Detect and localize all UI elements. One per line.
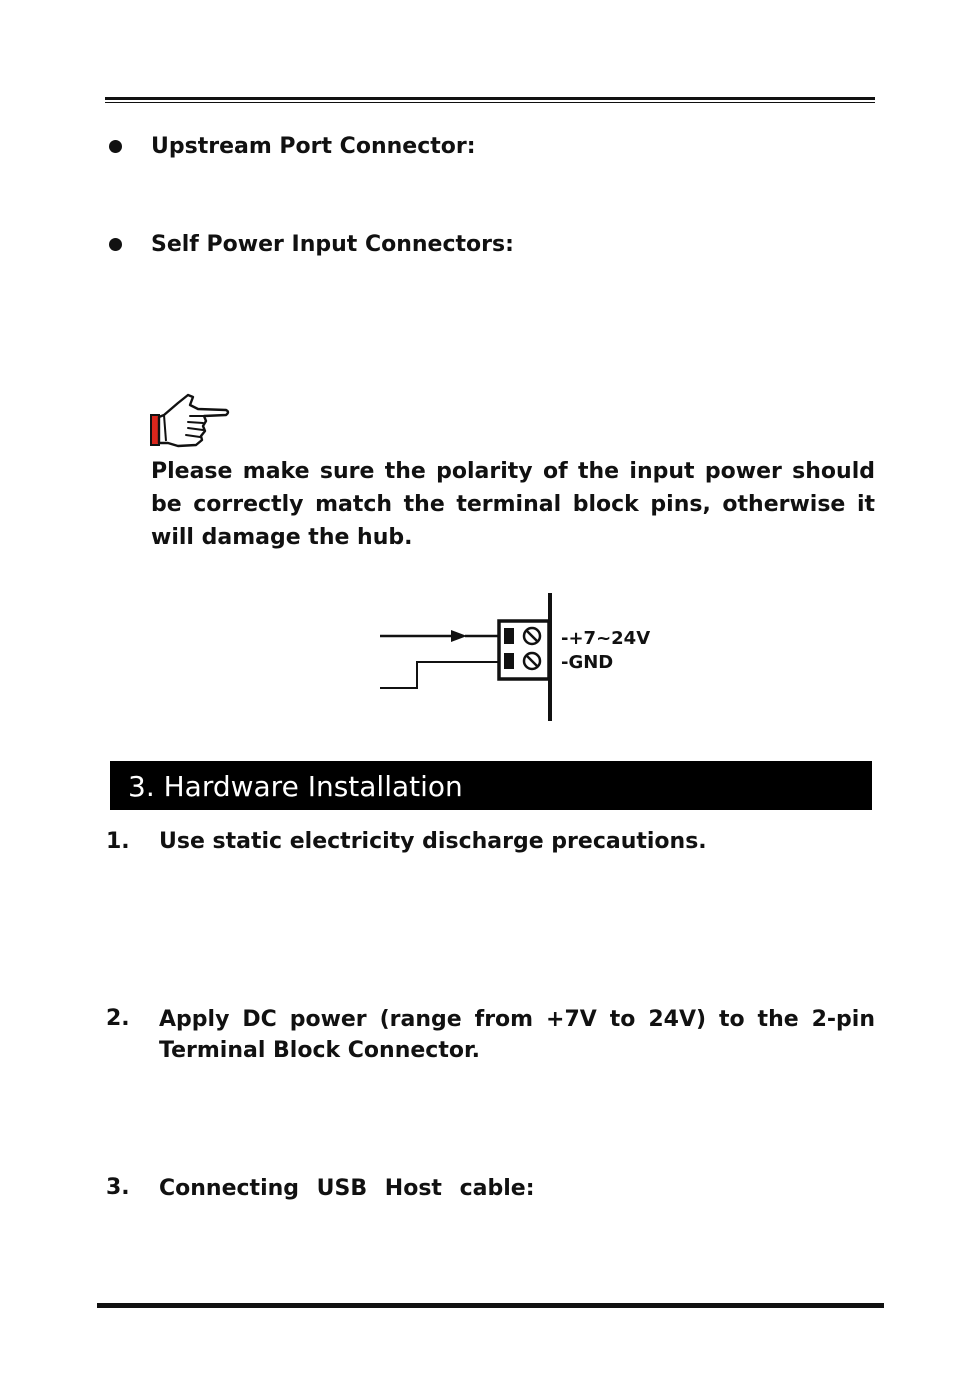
header-rule-thin [105,102,875,103]
step-number: 1. [106,829,130,854]
step-number: 3. [106,1175,130,1200]
section-title: 3. Hardware Installation [128,770,463,803]
pin-label-ground: -GND [561,652,614,673]
self-power-heading: Self Power Input Connectors: [151,232,514,257]
step-text: Use static electricity discharge precautions. [159,829,707,854]
bullet-icon [109,140,122,153]
polarity-caution-text: Please make sure the polarity of the input power should be correctly match the terminal block pins, otherwise it will damage the hub. [151,459,875,550]
footer-rule [97,1303,884,1308]
terminal-block-diagram [375,590,665,725]
bullet-icon [109,238,122,251]
pointing-hand-icon [148,393,232,451]
upstream-port-heading: Upstream Port Connector: [151,134,476,159]
section-header-bar [110,761,872,810]
step-number: 2. [106,1006,130,1031]
header-rule [105,97,875,100]
step-text: Apply DC power (range from +7V to 24V) to the 2-pin Terminal Block Connector. [159,1007,875,1063]
step-text: Connecting USB Host cable: [159,1176,535,1201]
pin-label-positive: -+7~24V [561,628,651,649]
